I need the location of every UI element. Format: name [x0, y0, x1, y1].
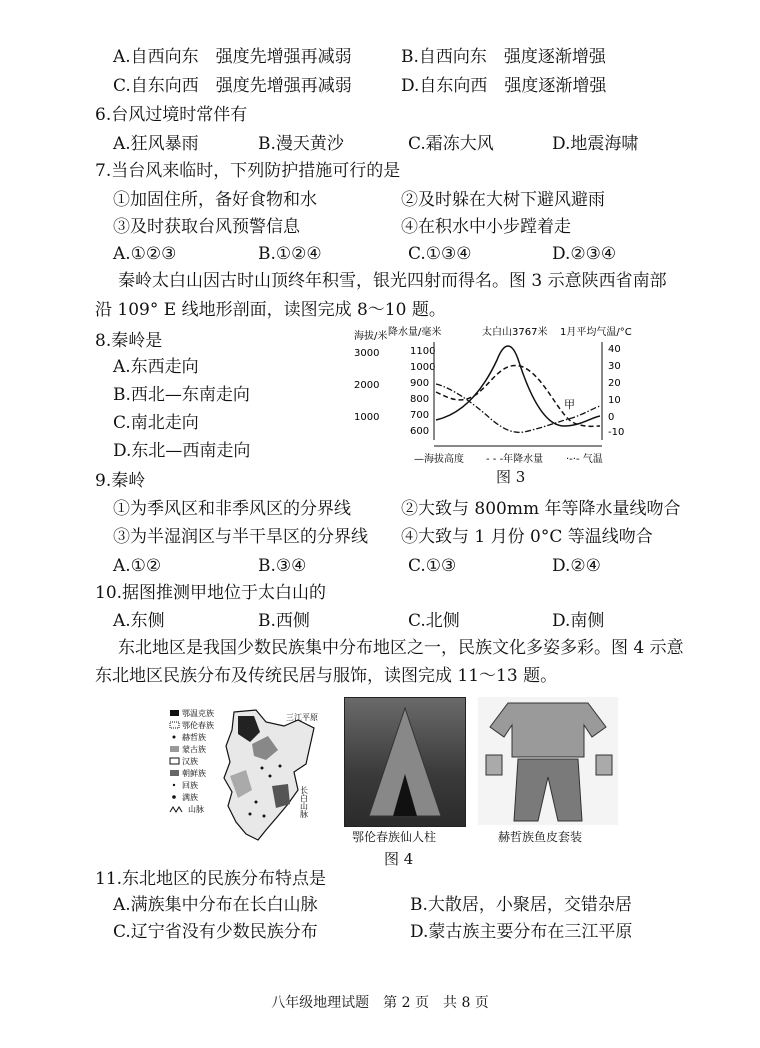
q6-option-a: A.狂风暴雨 [113, 134, 199, 154]
fig3-legend-elevation: —海拔高度 [414, 454, 464, 465]
northeast-intro-line1: 东北地区是我国少数民族集中分布地区之一，民族文化多姿多彩。图 4 示意 [118, 638, 684, 658]
map-legend-hui: 回族 [182, 781, 198, 790]
fig3-elev-tick: 1000 [354, 412, 380, 423]
map-legend-korean: 朝鲜族 [182, 769, 206, 778]
map-legend-manchu: 满族 [182, 793, 198, 802]
q9-stem: 9.秦岭 [95, 471, 146, 491]
qinling-intro-line2: 沿 109° E 线地形剖面，读图完成 8～10 题。 [95, 300, 446, 320]
fig3-peak-label: 太白山3767米 [482, 327, 548, 338]
q5-option-d: D.自东向西 强度逐渐增强 [401, 76, 607, 96]
q5-option-a: A.自西向东 强度先增强再减弱 [113, 47, 352, 67]
q7-statement-1: ①加固住所，备好食物和水 [113, 190, 317, 210]
page-footer: 八年级地理试题 第 2 页 共 8 页 [271, 995, 489, 1011]
figure4-ethnic-map [166, 706, 336, 846]
map-legend-hezhe: 赫哲族 [182, 733, 206, 742]
q8-option-c: C.南北走向 [113, 413, 199, 433]
q9-option-a: A.①② [113, 556, 162, 576]
fig3-temp-tick: 30 [608, 361, 621, 372]
qinling-intro-line1: 秦岭太白山因古时山顶终年积雪，银光四射而得名。图 3 示意陕西省南部 [118, 271, 667, 291]
fig3-elev-axis-title: 海拔/米 [354, 331, 388, 342]
q7-statement-3: ③及时获取台风预警信息 [113, 217, 300, 237]
q9-statement-3: ③为半湿润区与半干旱区的分界线 [113, 527, 368, 547]
q6-stem: 6.台风过境时常伴有 [95, 105, 248, 125]
q9-option-d: D.②④ [552, 556, 601, 576]
q10-stem: 10.据图推测甲地位于太白山的 [95, 583, 327, 603]
northeast-intro-line2: 东北地区民族分布及传统民居与服饰，读图完成 11～13 题。 [95, 666, 558, 686]
q6-option-d: D.地震海啸 [552, 134, 639, 154]
fig3-temp-tick: -10 [608, 427, 625, 438]
q5-option-c: C.自东向西 强度先增强再减弱 [113, 76, 352, 96]
photo-oroqen-xianrenzhu [344, 697, 466, 827]
fig3-elev-tick: 3000 [354, 348, 380, 359]
q7-statement-2: ②及时躲在大树下避风避雨 [401, 190, 605, 210]
fig3-temp-tick: 20 [608, 378, 621, 389]
figure4-caption: 图 4 [384, 850, 414, 868]
q11-stem: 11.东北地区的民族分布特点是 [95, 869, 327, 889]
q6-option-c: C.霜冻大风 [408, 134, 494, 154]
q7-option-d: D.②③④ [552, 244, 617, 264]
photo1-caption: 鄂伦春族仙人柱 [352, 830, 437, 844]
fishskin-suit-icon [478, 697, 618, 825]
q6-option-b: B.漫天黄沙 [258, 134, 344, 154]
q9-option-c: C.①③ [408, 556, 457, 576]
fig3-point-jia: 甲 [564, 398, 575, 411]
q8-option-a: A.东西走向 [113, 357, 199, 377]
q8-option-d: D.东北—西南走向 [113, 441, 251, 461]
fig3-precip-tick: 800 [410, 394, 430, 405]
q7-stem: 7.当台风来临时，下列防护措施可行的是 [95, 161, 401, 181]
q5-option-b: B.自西向东 强度逐渐增强 [401, 47, 606, 67]
q7-option-c: C.①③④ [408, 244, 472, 264]
fig3-precip-tick: 600 [410, 426, 430, 437]
fig3-precip-tick: 1100 [410, 346, 436, 357]
q10-option-d: D.南侧 [552, 611, 605, 631]
xianrenzhu-tent-icon [345, 698, 465, 826]
fig3-temp-axis-title: 1月平均气温/°C [560, 327, 632, 338]
photo2-caption: 赫哲族鱼皮套装 [498, 830, 583, 844]
map-label-sanjiang-plain: 三江平原 [286, 713, 318, 722]
fig3-legend-temp: ·-·- 气温 [566, 454, 603, 465]
q11-option-c: C.辽宁省没有少数民族分布 [113, 922, 318, 942]
q11-option-b: B.大散居，小聚居，交错杂居 [410, 895, 632, 915]
q10-option-a: A.东侧 [113, 611, 165, 631]
map-legend-oroqen: 鄂伦春族 [182, 721, 214, 730]
fig3-legend-precip: - - -年降水量 [486, 454, 544, 465]
q7-option-b: B.①②④ [258, 244, 322, 264]
fig3-temp-tick: 10 [608, 395, 621, 406]
q9-statement-2: ②大致与 800mm 年等降水量线吻合 [401, 499, 681, 519]
fig3-temp-tick: 40 [608, 344, 621, 355]
figure3-caption: 图 3 [496, 468, 526, 486]
figure3-profile-chart [352, 322, 662, 482]
fig3-elevation-line [436, 346, 600, 426]
q7-option-a: A.①②③ [113, 244, 177, 264]
map-legend-mongol: 蒙古族 [182, 745, 206, 754]
fig3-precip-axis-title: 降水量/毫米 [388, 327, 442, 338]
q8-stem: 8.秦岭是 [95, 331, 163, 351]
q10-option-c: C.北侧 [408, 611, 460, 631]
q11-option-d: D.蒙古族主要分布在三江平原 [410, 922, 633, 942]
map-legend-mountain: 山脉 [188, 805, 204, 814]
q8-option-b: B.西北—东南走向 [113, 385, 250, 405]
fig3-precip-tick: 1000 [410, 362, 436, 373]
photo-hezhe-fishskin-suit [478, 697, 618, 825]
map-label-changbai-mountains: 长白山脉 [299, 786, 309, 818]
q9-statement-4: ④大致与 1 月份 0°C 等温线吻合 [401, 527, 653, 547]
q11-option-a: A.满族集中分布在长白山脉 [113, 895, 318, 915]
q9-statement-1: ①为季风区和非季风区的分界线 [113, 499, 351, 519]
q9-option-b: B.③④ [258, 556, 307, 576]
fig3-precip-tick: 900 [410, 378, 430, 389]
fig3-temp-tick: 0 [608, 412, 615, 423]
q10-option-b: B.西侧 [258, 611, 310, 631]
fig3-precip-tick: 700 [410, 410, 430, 421]
map-legend-ewenki: 鄂温克族 [182, 709, 214, 718]
fig3-elev-tick: 2000 [354, 380, 380, 391]
map-legend-han: 汉族 [182, 757, 198, 766]
q7-statement-4: ④在积水中小步蹚着走 [401, 217, 571, 237]
